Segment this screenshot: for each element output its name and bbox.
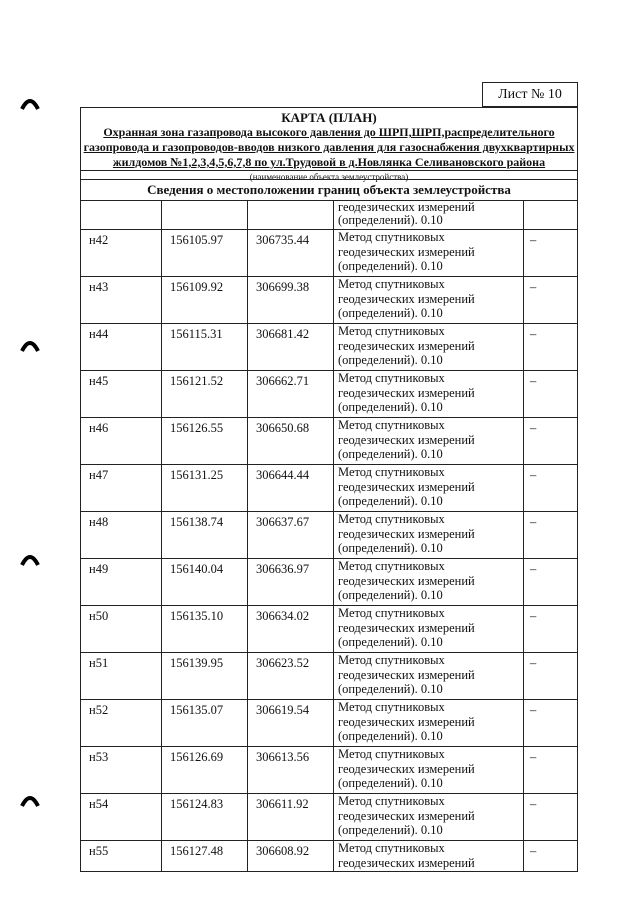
coord-y: 306611.92 <box>248 794 334 841</box>
point-id: н43 <box>81 277 162 324</box>
table-row <box>81 794 578 841</box>
sheet-number: Лист № 10 <box>482 82 578 107</box>
coord-x: 156131.25 <box>162 465 248 512</box>
note-cell: – <box>524 700 578 747</box>
object-name-line-3: жилдомов №1,2,3,4,5,6,7,8 по ул.Трудовой в д.Новлянка Селивановского района <box>112 155 546 169</box>
method-line: геодезических измерений <box>338 526 475 541</box>
note-cell: – <box>524 653 578 700</box>
table-row <box>81 277 578 324</box>
method-line: (определений). 0.10 <box>338 259 443 273</box>
method-cell <box>334 653 524 700</box>
note-cell: – <box>524 371 578 418</box>
coord-y: 306634.02 <box>248 606 334 653</box>
method-line: Метод спутниковых <box>338 465 445 479</box>
method-line: геодезических измерений <box>338 479 475 494</box>
method-cell <box>334 371 524 418</box>
point-id: н55 <box>81 841 162 872</box>
method-line: геодезических измерений <box>338 291 475 306</box>
note-cell: – <box>524 418 578 465</box>
method-line: (определений). 0.10 <box>338 400 443 414</box>
method-line: геодезических измерений <box>338 855 475 870</box>
table-row <box>81 324 578 371</box>
method-line: (определений). 0.10 <box>338 306 443 320</box>
note-cell: – <box>524 559 578 606</box>
method-line: (определений). 0.10 <box>338 494 443 508</box>
point-id: н46 <box>81 418 162 465</box>
coord-x: 156121.52 <box>162 371 248 418</box>
point-id: н50 <box>81 606 162 653</box>
method-line: (определений). 0.10 <box>338 353 443 367</box>
coord-x: 156115.31 <box>162 324 248 371</box>
note-cell: – <box>524 277 578 324</box>
punch-hole-mark <box>20 338 40 352</box>
point-id: н51 <box>81 653 162 700</box>
method-line: геодезических измерений <box>338 200 475 214</box>
method-line: Метод спутниковых <box>338 794 445 808</box>
method-line: геодезических измерений <box>338 761 475 776</box>
method-line: Метод спутниковых <box>338 371 445 385</box>
method-line: геодезических измерений <box>338 432 475 447</box>
y-cell <box>248 201 334 230</box>
method-line: (определений). 0.10 <box>338 635 443 649</box>
method-line: Метод спутниковых <box>338 230 445 244</box>
punch-hole-mark <box>20 552 40 566</box>
method-line: (определений). 0.10 <box>338 776 443 790</box>
page-title: КАРТА (ПЛАН) <box>281 110 377 125</box>
method-cell <box>334 700 524 747</box>
point-id: н44 <box>81 324 162 371</box>
method-cell <box>334 512 524 559</box>
table-row <box>81 512 578 559</box>
table-row <box>81 653 578 700</box>
method-line: геодезических измерений <box>338 808 475 823</box>
note-cell: – <box>524 794 578 841</box>
method-line: геодезических измерений <box>338 620 475 635</box>
coord-y: 306608.92 <box>248 841 334 872</box>
method-line: геодезических измерений <box>338 244 475 259</box>
method-line: (определений). 0.10 <box>338 729 443 743</box>
coord-x: 156124.83 <box>162 794 248 841</box>
method-line: (определений). 0.10 <box>338 541 443 555</box>
note-cell: – <box>524 324 578 371</box>
method-cell <box>334 277 524 324</box>
method-line: Метод спутниковых <box>338 512 445 526</box>
method-cell <box>334 606 524 653</box>
coord-x: 156126.55 <box>162 418 248 465</box>
punch-hole-mark <box>20 793 40 807</box>
method-cell <box>334 230 524 277</box>
point-id: н54 <box>81 794 162 841</box>
method-line: Метод спутниковых <box>338 606 445 620</box>
note-cell: – <box>524 512 578 559</box>
point-id: н47 <box>81 465 162 512</box>
method-line: Метод спутниковых <box>338 559 445 573</box>
boundary-points-table <box>80 200 578 872</box>
object-name-line-1: Охранная зона газапровода высокого давления до ШРП,ШРП,распределительного <box>103 125 555 139</box>
table-row <box>81 418 578 465</box>
coord-y: 306681.42 <box>248 324 334 371</box>
method-cell <box>334 794 524 841</box>
method-line: (определений). 0.10 <box>338 823 443 837</box>
point-id: н48 <box>81 512 162 559</box>
point-id: н53 <box>81 747 162 794</box>
method-line: геодезических измерений <box>338 573 475 588</box>
table-row <box>81 559 578 606</box>
coord-x: 156139.95 <box>162 653 248 700</box>
coord-y: 306650.68 <box>248 418 334 465</box>
table-row <box>81 700 578 747</box>
method-line: (определений). 0.10 <box>338 682 443 696</box>
method-line: (определений). 0.10 <box>338 212 443 227</box>
point-id: н52 <box>81 700 162 747</box>
coord-x: 156135.07 <box>162 700 248 747</box>
x-cell <box>162 201 248 230</box>
method-cell <box>334 559 524 606</box>
coord-x: 156140.04 <box>162 559 248 606</box>
method-line: Метод спутниковых <box>338 324 445 338</box>
method-line: геодезических измерений <box>338 338 475 353</box>
section-title: Сведения о местоположении границ объекта землеустройства <box>80 179 578 201</box>
coord-y: 306623.52 <box>248 653 334 700</box>
coord-x: 156105.97 <box>162 230 248 277</box>
table-row-continuation <box>81 201 578 230</box>
method-line: Метод спутниковых <box>338 841 445 855</box>
note-cell <box>524 201 578 230</box>
point-id: н49 <box>81 559 162 606</box>
note-cell: – <box>524 841 578 872</box>
method-line: (определений). 0.10 <box>338 588 443 602</box>
coord-y: 306699.38 <box>248 277 334 324</box>
coord-x: 156127.48 <box>162 841 248 872</box>
method-cell <box>334 465 524 512</box>
point-id: н45 <box>81 371 162 418</box>
method-line: геодезических измерений <box>338 667 475 682</box>
coord-y: 306636.97 <box>248 559 334 606</box>
note-cell: – <box>524 606 578 653</box>
point-id: н42 <box>81 230 162 277</box>
method-line: Метод спутниковых <box>338 277 445 291</box>
method-cell <box>334 201 524 230</box>
method-line: Метод спутниковых <box>338 653 445 667</box>
punch-hole-mark <box>20 96 40 110</box>
point-cell <box>81 201 162 230</box>
method-cell <box>334 841 524 872</box>
table-row <box>81 606 578 653</box>
coord-x: 156135.10 <box>162 606 248 653</box>
object-name-line-2: газопровода и газопроводов-вводов низкого давления для газоснабжения двухквартирных <box>83 140 575 154</box>
method-line: геодезических измерений <box>338 385 475 400</box>
method-line: (определений). 0.10 <box>338 447 443 461</box>
table-row <box>81 841 578 872</box>
method-cell <box>334 324 524 371</box>
object-name-caption: (наименование объекта землеустройства) <box>81 170 577 183</box>
method-line: Метод спутниковых <box>338 700 445 714</box>
method-line: Метод спутниковых <box>338 747 445 761</box>
note-cell: – <box>524 465 578 512</box>
coord-y: 306619.54 <box>248 700 334 747</box>
coord-y: 306735.44 <box>248 230 334 277</box>
method-cell <box>334 418 524 465</box>
method-line: геодезических измерений <box>338 714 475 729</box>
document-header <box>80 107 578 183</box>
coord-y: 306662.71 <box>248 371 334 418</box>
note-cell: – <box>524 747 578 794</box>
method-cell <box>334 747 524 794</box>
coord-x: 156138.74 <box>162 512 248 559</box>
table-row <box>81 465 578 512</box>
coord-y: 306613.56 <box>248 747 334 794</box>
table-row <box>81 230 578 277</box>
table-row <box>81 371 578 418</box>
method-line: Метод спутниковых <box>338 418 445 432</box>
table-row <box>81 747 578 794</box>
coord-y: 306644.44 <box>248 465 334 512</box>
coord-x: 156109.92 <box>162 277 248 324</box>
coord-x: 156126.69 <box>162 747 248 794</box>
note-cell: – <box>524 230 578 277</box>
coord-y: 306637.67 <box>248 512 334 559</box>
